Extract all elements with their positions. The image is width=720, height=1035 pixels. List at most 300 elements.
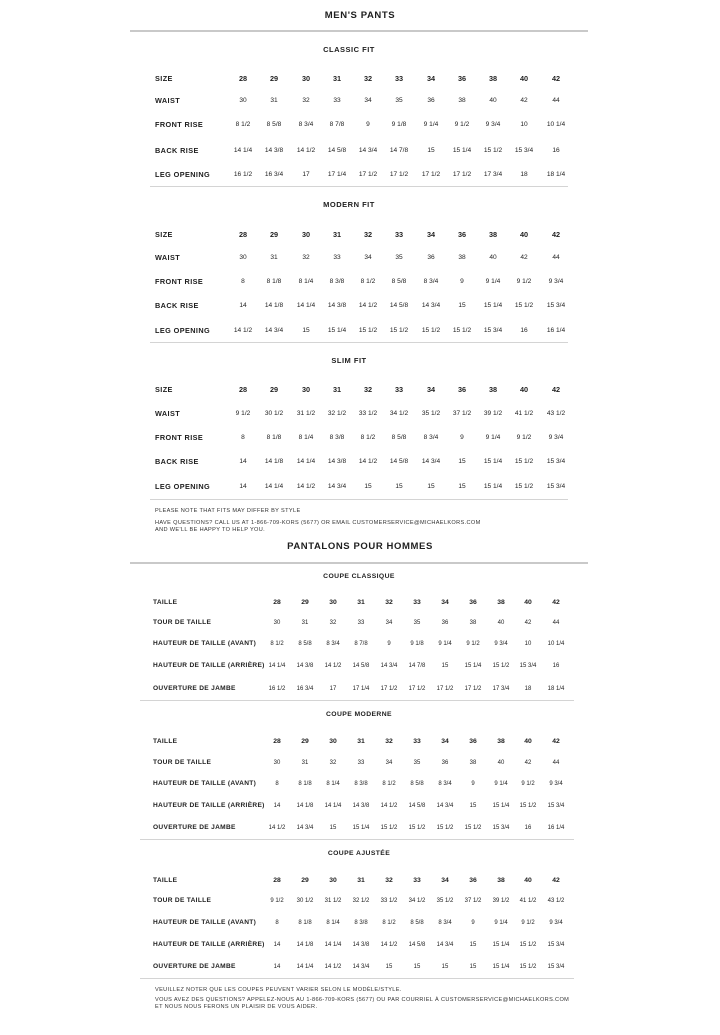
fr-coupe-moderne-row-tour-de-taille-cell: 32 [329, 760, 337, 766]
en-classic-fit-row-size-cell: 40 [519, 74, 529, 83]
fr-coupe-classique-row-hauteur-de-taille-avant-cell: 10 [524, 641, 532, 647]
fr-coupe-moderne-row-ouverture-de-jambe-cell: 15 1/4 [352, 825, 370, 831]
en-slim-fit-row-waist-label: WAIST [155, 409, 181, 418]
fr-coupe-moderne-row-hauteur-de-taille-avant-cell: 8 [275, 781, 279, 787]
en-modern-fit-row-back-rise-cell: 15 1/2 [514, 302, 534, 309]
fr-coupe-ajust-e-row-hauteur-de-taille-arri-re-label: HAUTEUR DE TAILLE (ARRIÈRE) [153, 941, 265, 948]
en-classic-fit-row-leg-opening-cell: 17 1/2 [421, 171, 441, 178]
en-modern-fit-row-waist-cell: 34 [364, 254, 372, 261]
en-slim-fit-row-back-rise-cell: 15 [458, 458, 466, 465]
en-slim-fit-row-front-rise-cell: 8 3/4 [423, 434, 439, 441]
fr-coupe-moderne-row-ouverture-de-jambe-cell: 15 1/2 [464, 825, 482, 831]
fr-coupe-moderne-row-hauteur-de-taille-arri-re-cell: 15 1/2 [519, 803, 537, 809]
fr-note-2: VOUS AVEZ DES QUESTIONS? APPELEZ-NOUS AU 1-866-709-KORS (5677) OU PAR COURRIEL À CUSTOMERSERVICE@MICHAELKORS.COM [155, 997, 570, 1003]
fr-coupe-classique-row-ouverture-de-jambe-cell: 17 1/2 [380, 686, 398, 692]
fr-coupe-moderne-row-tour-de-taille-cell: 38 [469, 760, 477, 766]
fr-coupe-moderne-row-ouverture-de-jambe-cell: 15 1/2 [408, 825, 426, 831]
fr-coupe-moderne-row-hauteur-de-taille-avant-cell: 8 5/8 [410, 781, 424, 787]
fr-coupe-ajust-e-row-hauteur-de-taille-arri-re-cell: 15 1/4 [492, 942, 510, 948]
en-modern-fit-row-front-rise-cell: 8 1/8 [266, 278, 282, 285]
en-classic-fit-row-size-cell: 36 [457, 74, 467, 83]
fr-coupe-classique-row-taille-cell: 32 [385, 599, 393, 606]
en-classic-fit-row-waist-cell: 36 [427, 97, 435, 104]
en-classic-fit-row-front-rise-cell: 8 7/8 [329, 121, 345, 128]
fr-coupe-classique-row-taille-cell: 42 [552, 599, 560, 606]
fr-coupe-classique-divider [140, 700, 574, 701]
en-modern-fit-row-back-rise-cell: 14 [239, 302, 247, 309]
en-classic-fit-row-size-cell: 42 [551, 74, 561, 83]
en-slim-fit-row-leg-opening-cell: 14 [239, 483, 247, 490]
fr-coupe-classique-row-hauteur-de-taille-avant-cell: 9 1/4 [438, 641, 452, 647]
fr-coupe-classique-row-hauteur-de-taille-arri-re-cell: 14 7/8 [408, 663, 426, 669]
en-modern-fit-row-size-label: SIZE [155, 230, 173, 239]
fr-coupe-moderne-row-taille-cell: 34 [441, 738, 449, 745]
fr-coupe-ajust-e-row-ouverture-de-jambe-cell: 15 3/4 [547, 964, 565, 970]
fr-coupe-moderne-row-ouverture-de-jambe-cell: 16 1/4 [547, 825, 565, 831]
en-classic-fit-row-back-rise-label: BACK RISE [155, 146, 199, 155]
en-slim-fit-row-back-rise-cell: 14 3/4 [421, 458, 441, 465]
fr-coupe-classique-row-hauteur-de-taille-avant-cell: 8 3/4 [326, 641, 340, 647]
en-classic-fit-row-size-cell: 30 [301, 74, 311, 83]
en-classic-fit-row-front-rise-cell: 9 1/4 [423, 121, 439, 128]
en-slim-fit-row-back-rise-cell: 14 1/8 [264, 458, 284, 465]
en-classic-fit-row-front-rise-cell: 8 3/4 [298, 121, 314, 128]
fr-coupe-ajust-e-row-hauteur-de-taille-avant-cell: 9 [471, 920, 475, 926]
fr-coupe-ajust-e-row-hauteur-de-taille-avant-cell: 8 1/8 [298, 920, 312, 926]
fr-coupe-moderne-row-ouverture-de-jambe-cell: 15 3/4 [492, 825, 510, 831]
fr-coupe-ajust-e-row-taille-cell: 32 [385, 877, 393, 884]
en-classic-fit-row-size-cell: 32 [363, 74, 373, 83]
en-modern-fit-row-front-rise-cell: 8 [241, 278, 245, 285]
en-classic-fit-row-leg-opening-cell: 17 [302, 171, 310, 178]
en-modern-fit-row-leg-opening-cell: 14 3/4 [264, 327, 284, 334]
en-modern-fit-row-leg-opening-label: LEG OPENING [155, 326, 211, 335]
en-slim-fit-row-front-rise-cell: 8 1/2 [360, 434, 376, 441]
fr-coupe-moderne-row-ouverture-de-jambe-cell: 14 1/2 [268, 825, 286, 831]
fr-coupe-ajust-e-divider [140, 978, 574, 979]
en-classic-fit-row-waist-cell: 33 [333, 97, 341, 104]
en-classic-fit-row-back-rise-cell: 14 3/4 [358, 147, 378, 154]
fr-coupe-classique-row-tour-de-taille-cell: 31 [301, 620, 309, 626]
en-classic-fit-row-size-cell: 29 [269, 74, 279, 83]
en-slim-fit-row-leg-opening-cell: 15 [458, 483, 466, 490]
fr-coupe-ajust-e-row-ouverture-de-jambe-cell: 15 [413, 964, 421, 970]
fr-coupe-ajust-e-row-ouverture-de-jambe-cell: 14 1/4 [296, 964, 314, 970]
fr-coupe-ajust-e-row-taille-cell: 34 [441, 877, 449, 884]
fr-coupe-ajust-e-row-ouverture-de-jambe-cell: 15 1/2 [519, 964, 537, 970]
fr-coupe-moderne-row-tour-de-taille-cell: 35 [413, 760, 421, 766]
fr-coupe-ajust-e-row-taille-cell: 30 [329, 877, 337, 884]
en-classic-fit-row-size-cell: 33 [394, 74, 404, 83]
en-modern-fit-row-front-rise-cell: 9 3/4 [548, 278, 564, 285]
en-slim-fit-subtitle: SLIM FIT [331, 356, 367, 365]
en-slim-fit-row-back-rise-cell: 14 1/4 [296, 458, 316, 465]
en-modern-fit-row-back-rise-cell: 15 1/4 [483, 302, 503, 309]
fr-coupe-ajust-e-row-tour-de-taille-cell: 32 1/2 [352, 898, 370, 904]
fr-coupe-ajust-e-row-taille-cell: 36 [469, 877, 477, 884]
fr-coupe-classique-row-taille-cell: 31 [357, 599, 365, 606]
fr-coupe-classique-row-ouverture-de-jambe-cell: 17 1/4 [352, 686, 370, 692]
en-modern-fit-row-size-cell: 40 [519, 230, 529, 239]
fr-coupe-moderne-row-tour-de-taille-cell: 36 [441, 760, 449, 766]
fr-coupe-moderne-row-hauteur-de-taille-arri-re-cell: 14 3/8 [352, 803, 370, 809]
en-slim-fit-row-leg-opening-cell: 15 [427, 483, 435, 490]
fr-coupe-moderne-row-hauteur-de-taille-avant-cell: 9 1/4 [494, 781, 508, 787]
en-modern-fit-row-waist-cell: 44 [552, 254, 560, 261]
fr-coupe-classique-row-ouverture-de-jambe-cell: 18 1/4 [547, 686, 565, 692]
en-classic-fit-row-front-rise-cell: 9 3/4 [485, 121, 501, 128]
en-modern-fit-row-waist-cell: 40 [489, 254, 497, 261]
en-classic-fit-row-back-rise-cell: 15 3/4 [514, 147, 534, 154]
en-classic-fit-row-size-cell: 34 [426, 74, 436, 83]
en-slim-fit-row-leg-opening-label: LEG OPENING [155, 482, 211, 491]
en-page-title: MEN'S PANTS [324, 10, 396, 21]
fr-coupe-moderne-row-tour-de-taille-label: TOUR DE TAILLE [153, 759, 212, 766]
fr-coupe-ajust-e-row-tour-de-taille-label: TOUR DE TAILLE [153, 897, 212, 904]
en-slim-fit-row-waist-cell: 30 1/2 [264, 410, 284, 417]
fr-coupe-moderne-row-hauteur-de-taille-arri-re-cell: 14 3/4 [436, 803, 454, 809]
en-modern-fit-row-waist-cell: 32 [302, 254, 310, 261]
en-slim-fit-row-size-cell: 30 [301, 385, 311, 394]
en-slim-fit-row-size-cell: 32 [363, 385, 373, 394]
en-modern-fit-row-back-rise-cell: 14 3/4 [421, 302, 441, 309]
en-slim-fit-row-leg-opening-cell: 15 1/2 [514, 483, 534, 490]
en-classic-fit-row-waist-cell: 31 [270, 97, 278, 104]
fr-coupe-moderne-row-ouverture-de-jambe-label: OUVERTURE DE JAMBE [153, 824, 236, 831]
en-modern-fit-row-front-rise-cell: 8 3/8 [329, 278, 345, 285]
en-modern-fit-row-size-cell: 29 [269, 230, 279, 239]
en-classic-fit-row-back-rise-cell: 16 [552, 147, 560, 154]
fr-coupe-moderne-subtitle: COUPE MODERNE [325, 711, 392, 718]
en-classic-fit-row-back-rise-cell: 15 1/4 [452, 147, 472, 154]
en-modern-fit-row-leg-opening-cell: 15 1/2 [421, 327, 441, 334]
fr-coupe-classique-row-taille-cell: 34 [441, 599, 449, 606]
fr-coupe-classique-row-taille-cell: 28 [273, 599, 281, 606]
en-classic-fit-row-waist-cell: 30 [239, 97, 247, 104]
fr-coupe-ajust-e-row-ouverture-de-jambe-cell: 15 [441, 964, 449, 970]
fr-coupe-ajust-e-row-taille-cell: 33 [413, 877, 421, 884]
en-slim-fit-row-front-rise-cell: 8 [241, 434, 245, 441]
en-modern-fit-divider [150, 342, 568, 343]
en-slim-fit-row-leg-opening-cell: 15 [364, 483, 372, 490]
en-modern-fit-subtitle: MODERN FIT [323, 200, 375, 209]
fr-coupe-moderne-row-hauteur-de-taille-arri-re-cell: 14 5/8 [408, 803, 426, 809]
en-slim-fit-row-front-rise-cell: 8 1/8 [266, 434, 282, 441]
en-modern-fit-row-leg-opening-cell: 15 1/4 [327, 327, 347, 334]
en-classic-fit-row-back-rise-cell: 14 7/8 [389, 147, 409, 154]
en-modern-fit-row-waist-cell: 35 [395, 254, 403, 261]
fr-page-title: PANTALONS POUR HOMMES [287, 541, 433, 552]
fr-coupe-ajust-e-row-hauteur-de-taille-arri-re-cell: 14 5/8 [408, 942, 426, 948]
fr-coupe-moderne-row-hauteur-de-taille-arri-re-cell: 15 3/4 [547, 803, 565, 809]
fr-coupe-ajust-e-row-hauteur-de-taille-avant-cell: 8 1/4 [326, 920, 340, 926]
fr-coupe-moderne-row-taille-cell: 42 [552, 738, 560, 745]
en-modern-fit-row-leg-opening-cell: 15 1/2 [358, 327, 378, 334]
fr-coupe-ajust-e-row-hauteur-de-taille-arri-re-cell: 14 1/2 [380, 942, 398, 948]
fr-coupe-moderne-row-ouverture-de-jambe-cell: 15 1/2 [380, 825, 398, 831]
en-classic-fit-row-back-rise-cell: 15 1/2 [483, 147, 503, 154]
en-modern-fit-row-front-rise-cell: 9 1/4 [485, 278, 501, 285]
fr-coupe-classique-row-hauteur-de-taille-arri-re-cell: 14 3/4 [380, 663, 398, 669]
en-note-3: AND WE'LL BE HAPPY TO HELP YOU. [155, 527, 266, 533]
en-modern-fit-row-front-rise-label: FRONT RISE [155, 277, 204, 286]
en-classic-fit-row-leg-opening-cell: 17 1/2 [358, 171, 378, 178]
en-modern-fit-row-back-rise-cell: 14 1/8 [264, 302, 284, 309]
en-modern-fit-row-leg-opening-cell: 16 1/4 [546, 327, 566, 334]
fr-coupe-moderne-row-hauteur-de-taille-arri-re-cell: 14 1/4 [324, 803, 342, 809]
en-modern-fit-row-front-rise-cell: 8 5/8 [391, 278, 407, 285]
en-modern-fit-row-leg-opening-cell: 15 [302, 327, 310, 334]
fr-coupe-moderne-row-tour-de-taille-cell: 31 [301, 760, 309, 766]
en-modern-fit-row-leg-opening-cell: 16 [520, 327, 528, 334]
en-classic-fit-row-front-rise-cell: 10 1/4 [546, 121, 566, 128]
en-slim-fit-row-waist-cell: 9 1/2 [235, 410, 251, 417]
en-classic-fit-row-back-rise-cell: 14 5/8 [327, 147, 347, 154]
fr-coupe-moderne-row-hauteur-de-taille-arri-re-cell: 14 1/2 [380, 803, 398, 809]
en-slim-fit-row-leg-opening-cell: 14 1/2 [296, 483, 316, 490]
fr-coupe-moderne-row-taille-cell: 32 [385, 738, 393, 745]
fr-coupe-ajust-e-row-tour-de-taille-cell: 30 1/2 [296, 898, 314, 904]
fr-coupe-ajust-e-row-hauteur-de-taille-arri-re-cell: 15 1/2 [519, 942, 537, 948]
en-slim-fit-row-front-rise-cell: 9 1/4 [485, 434, 501, 441]
fr-coupe-ajust-e-row-hauteur-de-taille-arri-re-cell: 15 [469, 942, 477, 948]
en-slim-fit-row-waist-cell: 33 1/2 [358, 410, 378, 417]
fr-coupe-moderne-row-ouverture-de-jambe-cell: 15 1/2 [436, 825, 454, 831]
en-modern-fit-row-back-rise-label: BACK RISE [155, 301, 199, 310]
fr-coupe-moderne-row-hauteur-de-taille-arri-re-cell: 14 1/8 [296, 803, 314, 809]
en-slim-fit-row-leg-opening-cell: 15 3/4 [546, 483, 566, 490]
fr-coupe-moderne-row-taille-cell: 36 [469, 738, 477, 745]
fr-coupe-ajust-e-row-taille-cell: 42 [552, 877, 560, 884]
fr-coupe-ajust-e-row-hauteur-de-taille-arri-re-cell: 14 [273, 942, 281, 948]
fr-coupe-moderne-row-tour-de-taille-cell: 30 [273, 760, 281, 766]
en-classic-fit-row-back-rise-cell: 15 [427, 147, 435, 154]
fr-coupe-ajust-e-row-tour-de-taille-cell: 41 1/2 [519, 898, 537, 904]
en-slim-fit-row-front-rise-cell: 8 3/8 [329, 434, 345, 441]
fr-coupe-moderne-row-hauteur-de-taille-avant-cell: 8 1/2 [382, 781, 396, 787]
fr-coupe-ajust-e-row-hauteur-de-taille-arri-re-cell: 14 3/4 [436, 942, 454, 948]
en-classic-fit-row-leg-opening-cell: 18 1/4 [546, 171, 566, 178]
fr-coupe-moderne-row-ouverture-de-jambe-cell: 15 [329, 825, 337, 831]
fr-coupe-moderne-row-tour-de-taille-cell: 44 [552, 760, 560, 766]
fr-coupe-moderne-row-taille-cell: 29 [301, 738, 309, 745]
fr-coupe-classique-row-hauteur-de-taille-avant-cell: 9 1/8 [410, 641, 424, 647]
en-modern-fit-row-back-rise-cell: 14 3/8 [327, 302, 347, 309]
en-classic-fit-row-waist-cell: 44 [552, 97, 560, 104]
fr-coupe-ajust-e-row-hauteur-de-taille-avant-cell: 9 1/2 [521, 920, 535, 926]
en-title-rule [130, 30, 588, 32]
fr-coupe-ajust-e-row-taille-label: TAILLE [153, 877, 178, 884]
en-classic-fit-row-waist-cell: 42 [520, 97, 528, 104]
en-classic-fit-row-leg-opening-cell: 16 3/4 [264, 171, 284, 178]
fr-coupe-moderne-row-hauteur-de-taille-avant-cell: 9 1/2 [521, 781, 535, 787]
fr-coupe-classique-row-hauteur-de-taille-avant-cell: 9 3/4 [494, 641, 508, 647]
en-classic-fit-row-leg-opening-cell: 18 [520, 171, 528, 178]
fr-coupe-moderne-row-tour-de-taille-cell: 33 [357, 760, 365, 766]
fr-coupe-classique-row-hauteur-de-taille-avant-cell: 8 7/8 [354, 641, 368, 647]
en-slim-fit-row-waist-cell: 39 1/2 [483, 410, 503, 417]
en-slim-fit-row-waist-cell: 31 1/2 [296, 410, 316, 417]
en-modern-fit-row-back-rise-cell: 14 5/8 [389, 302, 409, 309]
en-slim-fit-row-size-cell: 33 [394, 385, 404, 394]
en-slim-fit-row-front-rise-cell: 9 3/4 [548, 434, 564, 441]
fr-coupe-ajust-e-row-hauteur-de-taille-arri-re-cell: 14 3/8 [352, 942, 370, 948]
fr-coupe-moderne-row-hauteur-de-taille-avant-cell: 8 3/4 [438, 781, 452, 787]
en-slim-fit-row-waist-cell: 34 1/2 [389, 410, 409, 417]
fr-coupe-ajust-e-row-tour-de-taille-cell: 33 1/2 [380, 898, 398, 904]
en-modern-fit-row-waist-label: WAIST [155, 253, 181, 262]
en-slim-fit-row-waist-cell: 32 1/2 [327, 410, 347, 417]
fr-coupe-ajust-e-row-taille-cell: 31 [357, 877, 365, 884]
en-classic-fit-row-size-cell: 38 [488, 74, 498, 83]
en-modern-fit-row-size-cell: 38 [488, 230, 498, 239]
en-classic-fit-row-front-rise-cell: 9 [366, 121, 370, 128]
fr-coupe-ajust-e-subtitle: COUPE AJUSTÉE [327, 850, 391, 857]
en-classic-fit-row-leg-opening-cell: 17 1/2 [452, 171, 472, 178]
fr-coupe-ajust-e-row-hauteur-de-taille-avant-cell: 8 5/8 [410, 920, 424, 926]
en-slim-fit-row-waist-cell: 41 1/2 [514, 410, 534, 417]
fr-coupe-classique-row-hauteur-de-taille-arri-re-label: HAUTEUR DE TAILLE (ARRIÈRE) [153, 662, 265, 669]
en-modern-fit-row-waist-cell: 38 [458, 254, 466, 261]
fr-coupe-moderne-row-taille-label: TAILLE [153, 738, 178, 745]
fr-coupe-classique-row-ouverture-de-jambe-cell: 17 1/2 [436, 686, 454, 692]
fr-coupe-classique-row-hauteur-de-taille-avant-cell: 10 1/4 [547, 641, 565, 647]
en-classic-fit-divider [150, 186, 568, 187]
en-modern-fit-row-waist-cell: 30 [239, 254, 247, 261]
en-classic-fit-row-waist-cell: 38 [458, 97, 466, 104]
fr-coupe-ajust-e-row-hauteur-de-taille-avant-cell: 9 3/4 [549, 920, 563, 926]
fr-note-1: VEUILLEZ NOTER QUE LES COUPES PEUVENT VARIER SELON LE MODÈLE/STYLE. [155, 987, 402, 993]
en-classic-fit-row-back-rise-cell: 14 1/4 [233, 147, 253, 154]
fr-coupe-moderne-row-tour-de-taille-cell: 40 [497, 760, 505, 766]
en-modern-fit-row-front-rise-cell: 9 1/2 [516, 278, 532, 285]
fr-coupe-classique-row-tour-de-taille-cell: 34 [385, 620, 393, 626]
en-classic-fit-row-waist-label: WAIST [155, 96, 181, 105]
fr-coupe-classique-row-hauteur-de-taille-avant-label: HAUTEUR DE TAILLE (AVANT) [153, 640, 257, 647]
en-slim-fit-row-back-rise-label: BACK RISE [155, 457, 199, 466]
fr-coupe-classique-row-ouverture-de-jambe-cell: 17 1/2 [408, 686, 426, 692]
fr-coupe-classique-row-tour-de-taille-label: TOUR DE TAILLE [153, 619, 212, 626]
fr-coupe-classique-row-tour-de-taille-cell: 30 [273, 620, 281, 626]
fr-coupe-classique-row-hauteur-de-taille-arri-re-cell: 15 1/2 [492, 663, 510, 669]
fr-coupe-classique-subtitle: COUPE CLASSIQUE [323, 573, 395, 580]
fr-coupe-classique-row-tour-de-taille-cell: 38 [469, 620, 477, 626]
en-modern-fit-row-size-cell: 30 [301, 230, 311, 239]
fr-coupe-ajust-e-row-hauteur-de-taille-avant-cell: 8 3/8 [354, 920, 368, 926]
fr-coupe-classique-row-tour-de-taille-cell: 32 [329, 620, 337, 626]
fr-coupe-classique-row-tour-de-taille-cell: 33 [357, 620, 365, 626]
en-slim-fit-row-waist-cell: 35 1/2 [421, 410, 441, 417]
en-classic-fit-row-front-rise-cell: 9 1/8 [391, 121, 407, 128]
en-slim-fit-row-back-rise-cell: 14 1/2 [358, 458, 378, 465]
en-classic-fit-row-waist-cell: 40 [489, 97, 497, 104]
en-slim-fit-row-back-rise-cell: 15 1/4 [483, 458, 503, 465]
fr-coupe-ajust-e-row-hauteur-de-taille-avant-label: HAUTEUR DE TAILLE (AVANT) [153, 919, 257, 926]
en-slim-fit-row-front-rise-cell: 9 [460, 434, 464, 441]
fr-coupe-moderne-row-hauteur-de-taille-avant-cell: 8 1/4 [326, 781, 340, 787]
fr-coupe-moderne-row-taille-cell: 38 [497, 738, 505, 745]
en-classic-fit-row-leg-opening-label: LEG OPENING [155, 170, 211, 179]
fr-coupe-ajust-e-row-hauteur-de-taille-avant-cell: 8 [275, 920, 279, 926]
fr-coupe-classique-row-tour-de-taille-cell: 35 [413, 620, 421, 626]
fr-coupe-ajust-e-row-taille-cell: 38 [497, 877, 505, 884]
fr-coupe-moderne-row-hauteur-de-taille-arri-re-cell: 15 [469, 803, 477, 809]
fr-coupe-moderne-row-tour-de-taille-cell: 42 [524, 760, 532, 766]
fr-coupe-classique-row-hauteur-de-taille-arri-re-cell: 14 1/4 [268, 663, 286, 669]
en-modern-fit-row-size-cell: 42 [551, 230, 561, 239]
en-modern-fit-row-front-rise-cell: 8 1/4 [298, 278, 314, 285]
en-classic-fit-row-leg-opening-cell: 17 3/4 [483, 171, 503, 178]
fr-coupe-ajust-e-row-taille-cell: 40 [524, 877, 532, 884]
en-modern-fit-row-size-cell: 34 [426, 230, 436, 239]
en-slim-fit-row-back-rise-cell: 14 5/8 [389, 458, 409, 465]
fr-coupe-ajust-e-row-ouverture-de-jambe-cell: 15 1/4 [492, 964, 510, 970]
fr-coupe-moderne-row-taille-cell: 28 [273, 738, 281, 745]
fr-coupe-classique-row-tour-de-taille-cell: 42 [524, 620, 532, 626]
en-slim-fit-row-size-cell: 38 [488, 385, 498, 394]
fr-coupe-moderne-row-hauteur-de-taille-arri-re-cell: 14 [273, 803, 281, 809]
fr-coupe-classique-row-hauteur-de-taille-arri-re-cell: 15 [441, 663, 449, 669]
en-slim-fit-row-waist-cell: 43 1/2 [546, 410, 566, 417]
fr-coupe-classique-row-hauteur-de-taille-arri-re-cell: 15 3/4 [519, 663, 537, 669]
en-note-1: PLEASE NOTE THAT FITS MAY DIFFER BY STYLE [155, 508, 301, 514]
fr-coupe-classique-row-taille-cell: 38 [497, 599, 505, 606]
fr-coupe-classique-row-tour-de-taille-cell: 40 [497, 620, 505, 626]
fr-coupe-classique-row-ouverture-de-jambe-cell: 18 [524, 686, 532, 692]
en-modern-fit-row-size-cell: 32 [363, 230, 373, 239]
en-modern-fit-row-size-cell: 36 [457, 230, 467, 239]
fr-coupe-ajust-e-row-hauteur-de-taille-avant-cell: 8 1/2 [382, 920, 396, 926]
en-classic-fit-row-waist-cell: 35 [395, 97, 403, 104]
en-classic-fit-row-size-cell: 31 [332, 74, 342, 83]
fr-coupe-ajust-e-row-hauteur-de-taille-avant-cell: 9 1/4 [494, 920, 508, 926]
fr-coupe-ajust-e-row-taille-cell: 29 [301, 877, 309, 884]
en-modern-fit-row-back-rise-cell: 15 3/4 [546, 302, 566, 309]
fr-coupe-classique-row-ouverture-de-jambe-cell: 16 1/2 [268, 686, 286, 692]
fr-coupe-ajust-e-row-ouverture-de-jambe-label: OUVERTURE DE JAMBE [153, 963, 236, 970]
en-modern-fit-row-size-cell: 31 [332, 230, 342, 239]
fr-coupe-moderne-row-taille-cell: 31 [357, 738, 365, 745]
en-classic-fit-row-back-rise-cell: 14 1/2 [296, 147, 316, 154]
en-slim-fit-divider [150, 499, 568, 500]
en-modern-fit-row-leg-opening-cell: 15 1/2 [389, 327, 409, 334]
fr-coupe-moderne-row-hauteur-de-taille-avant-cell: 8 1/8 [298, 781, 312, 787]
en-modern-fit-row-size-cell: 33 [394, 230, 404, 239]
en-classic-fit-row-back-rise-cell: 14 3/8 [264, 147, 284, 154]
fr-coupe-moderne-row-hauteur-de-taille-avant-cell: 8 3/8 [354, 781, 368, 787]
en-modern-fit-row-back-rise-cell: 15 [458, 302, 466, 309]
fr-coupe-ajust-e-row-tour-de-taille-cell: 31 1/2 [324, 898, 342, 904]
en-slim-fit-row-size-cell: 28 [238, 385, 248, 394]
fr-coupe-ajust-e-row-hauteur-de-taille-arri-re-cell: 14 1/4 [324, 942, 342, 948]
fr-coupe-classique-row-taille-cell: 36 [469, 599, 477, 606]
en-modern-fit-row-size-cell: 28 [238, 230, 248, 239]
fr-coupe-ajust-e-row-tour-de-taille-cell: 43 1/2 [547, 898, 565, 904]
fr-coupe-classique-row-taille-cell: 33 [413, 599, 421, 606]
fr-coupe-moderne-divider [140, 839, 574, 840]
fr-coupe-ajust-e-row-ouverture-de-jambe-cell: 15 [469, 964, 477, 970]
en-modern-fit-row-front-rise-cell: 8 1/2 [360, 278, 376, 285]
fr-coupe-ajust-e-row-tour-de-taille-cell: 39 1/2 [492, 898, 510, 904]
en-slim-fit-row-back-rise-cell: 15 3/4 [546, 458, 566, 465]
en-slim-fit-row-back-rise-cell: 15 1/2 [514, 458, 534, 465]
en-classic-fit-row-front-rise-label: FRONT RISE [155, 120, 204, 129]
fr-coupe-ajust-e-row-ouverture-de-jambe-cell: 14 [273, 964, 281, 970]
en-slim-fit-row-size-cell: 36 [457, 385, 467, 394]
en-slim-fit-row-size-cell: 40 [519, 385, 529, 394]
en-classic-fit-row-size-cell: 28 [238, 74, 248, 83]
fr-coupe-ajust-e-row-hauteur-de-taille-arri-re-cell: 15 3/4 [547, 942, 565, 948]
